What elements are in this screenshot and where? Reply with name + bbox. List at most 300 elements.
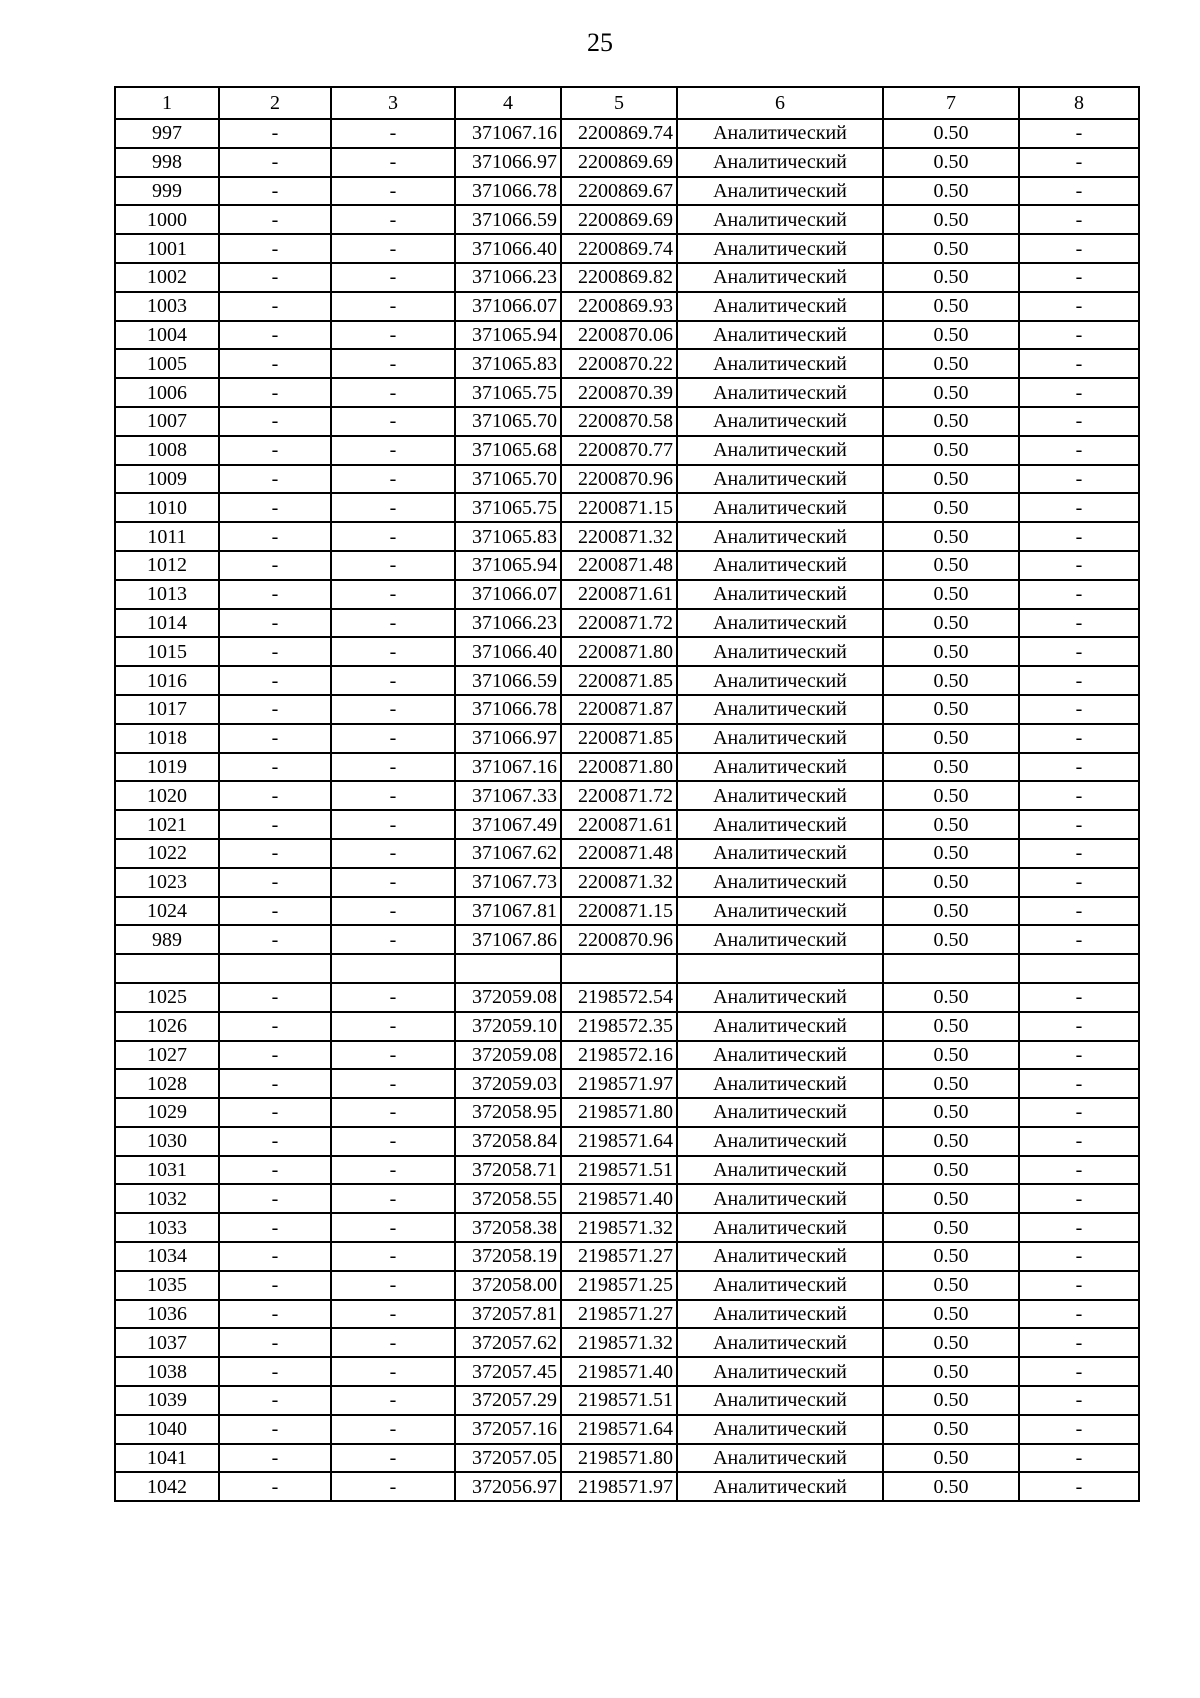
- cell-error-value: 0.50: [883, 1444, 1019, 1473]
- table-row: [115, 954, 1139, 983]
- cell-col-3: -: [331, 1184, 455, 1213]
- table-row: [115, 1242, 1139, 1271]
- cell-method: Аналитический: [677, 1415, 883, 1444]
- cell-col-2: -: [219, 349, 331, 378]
- cell-error-value: 0.50: [883, 810, 1019, 839]
- cell-col-8: -: [1019, 810, 1139, 839]
- cell-error-value: 0.50: [883, 234, 1019, 263]
- cell-error-value: 0.50: [883, 148, 1019, 177]
- cell-y-coordinate: 2198571.27: [561, 1242, 677, 1271]
- cell-col-2: -: [219, 522, 331, 551]
- cell-x-coordinate: [455, 954, 561, 983]
- table-row: [115, 753, 1139, 782]
- cell-x-coordinate: 371065.70: [455, 407, 561, 436]
- cell-y-coordinate: 2198572.54: [561, 983, 677, 1012]
- cell-point-number: 1028: [115, 1069, 219, 1098]
- cell-error-value: 0.50: [883, 177, 1019, 206]
- cell-point-number: 1001: [115, 234, 219, 263]
- table-row: [115, 205, 1139, 234]
- cell-point-number: 989: [115, 925, 219, 954]
- cell-method: Аналитический: [677, 493, 883, 522]
- cell-y-coordinate: 2200871.15: [561, 897, 677, 926]
- cell-x-coordinate: 371065.75: [455, 378, 561, 407]
- cell-col-2: -: [219, 1127, 331, 1156]
- cell-method: Аналитический: [677, 580, 883, 609]
- table-row: [115, 609, 1139, 638]
- cell-method: Аналитический: [677, 148, 883, 177]
- cell-col-2: -: [219, 1098, 331, 1127]
- cell-method: Аналитический: [677, 349, 883, 378]
- cell-x-coordinate: 372058.19: [455, 1242, 561, 1271]
- cell-x-coordinate: 371066.40: [455, 637, 561, 666]
- table-row: [115, 321, 1139, 350]
- cell-col-3: -: [331, 1242, 455, 1271]
- cell-col-3: -: [331, 551, 455, 580]
- cell-col-2: -: [219, 1184, 331, 1213]
- table-row: [115, 1012, 1139, 1041]
- cell-method: Аналитический: [677, 234, 883, 263]
- cell-point-number: 1040: [115, 1415, 219, 1444]
- cell-point-number: 1019: [115, 753, 219, 782]
- cell-point-number: 1003: [115, 292, 219, 321]
- cell-col-3: -: [331, 349, 455, 378]
- cell-y-coordinate: 2200869.69: [561, 205, 677, 234]
- cell-point-number: 997: [115, 119, 219, 148]
- cell-method: Аналитический: [677, 983, 883, 1012]
- cell-col-8: [1019, 954, 1139, 983]
- cell-x-coordinate: 371067.33: [455, 781, 561, 810]
- cell-col-2: -: [219, 609, 331, 638]
- cell-y-coordinate: 2198571.40: [561, 1357, 677, 1386]
- cell-col-8: -: [1019, 781, 1139, 810]
- cell-col-3: -: [331, 810, 455, 839]
- cell-error-value: [883, 954, 1019, 983]
- cell-method: Аналитический: [677, 897, 883, 926]
- cell-method: Аналитический: [677, 465, 883, 494]
- cell-col-3: -: [331, 1357, 455, 1386]
- cell-col-2: -: [219, 637, 331, 666]
- cell-col-8: -: [1019, 724, 1139, 753]
- cell-x-coordinate: 371066.97: [455, 148, 561, 177]
- cell-y-coordinate: 2200871.61: [561, 580, 677, 609]
- cell-col-2: -: [219, 1444, 331, 1473]
- cell-x-coordinate: 371067.62: [455, 839, 561, 868]
- cell-error-value: 0.50: [883, 1156, 1019, 1185]
- cell-point-number: 1000: [115, 205, 219, 234]
- cell-point-number: 1031: [115, 1156, 219, 1185]
- cell-method: Аналитический: [677, 1098, 883, 1127]
- cell-y-coordinate: 2198571.51: [561, 1156, 677, 1185]
- cell-error-value: 0.50: [883, 522, 1019, 551]
- cell-col-8: -: [1019, 205, 1139, 234]
- table-row: [115, 1213, 1139, 1242]
- cell-col-3: -: [331, 1415, 455, 1444]
- cell-y-coordinate: 2198571.97: [561, 1069, 677, 1098]
- cell-error-value: 0.50: [883, 1386, 1019, 1415]
- cell-error-value: 0.50: [883, 349, 1019, 378]
- cell-col-3: -: [331, 1069, 455, 1098]
- cell-col-2: -: [219, 1328, 331, 1357]
- cell-y-coordinate: 2198571.32: [561, 1213, 677, 1242]
- cell-col-8: -: [1019, 321, 1139, 350]
- cell-col-8: -: [1019, 839, 1139, 868]
- cell-x-coordinate: 371067.81: [455, 897, 561, 926]
- table-row: [115, 983, 1139, 1012]
- cell-method: Аналитический: [677, 1328, 883, 1357]
- cell-y-coordinate: 2200871.48: [561, 839, 677, 868]
- table-row: [115, 378, 1139, 407]
- cell-error-value: 0.50: [883, 897, 1019, 926]
- cell-point-number: 999: [115, 177, 219, 206]
- cell-y-coordinate: 2198572.35: [561, 1012, 677, 1041]
- cell-x-coordinate: 372056.97: [455, 1472, 561, 1501]
- cell-error-value: 0.50: [883, 436, 1019, 465]
- cell-x-coordinate: 372058.55: [455, 1184, 561, 1213]
- cell-col-2: -: [219, 724, 331, 753]
- cell-point-number: 1016: [115, 666, 219, 695]
- cell-col-2: -: [219, 753, 331, 782]
- cell-error-value: 0.50: [883, 925, 1019, 954]
- cell-col-8: -: [1019, 1242, 1139, 1271]
- cell-point-number: 1020: [115, 781, 219, 810]
- cell-col-2: -: [219, 465, 331, 494]
- cell-col-3: -: [331, 407, 455, 436]
- cell-point-number: 1002: [115, 263, 219, 292]
- cell-col-8: -: [1019, 637, 1139, 666]
- cell-x-coordinate: 371066.23: [455, 609, 561, 638]
- coordinates-table: [114, 86, 1140, 1502]
- cell-point-number: 1010: [115, 493, 219, 522]
- cell-method: Аналитический: [677, 1069, 883, 1098]
- column-header-6: 6: [677, 87, 883, 119]
- cell-method: Аналитический: [677, 407, 883, 436]
- cell-point-number: 1006: [115, 378, 219, 407]
- cell-point-number: 1037: [115, 1328, 219, 1357]
- cell-x-coordinate: 371065.83: [455, 349, 561, 378]
- cell-col-8: -: [1019, 522, 1139, 551]
- cell-x-coordinate: 371066.40: [455, 234, 561, 263]
- cell-error-value: 0.50: [883, 666, 1019, 695]
- cell-error-value: 0.50: [883, 1242, 1019, 1271]
- cell-col-2: -: [219, 1386, 331, 1415]
- cell-x-coordinate: 371066.59: [455, 205, 561, 234]
- cell-col-2: -: [219, 234, 331, 263]
- table-row: [115, 868, 1139, 897]
- cell-col-8: -: [1019, 1156, 1139, 1185]
- cell-col-2: -: [219, 1213, 331, 1242]
- cell-col-2: -: [219, 119, 331, 148]
- column-header-5: 5: [561, 87, 677, 119]
- cell-x-coordinate: 371067.16: [455, 119, 561, 148]
- cell-col-2: -: [219, 1271, 331, 1300]
- cell-x-coordinate: 372058.00: [455, 1271, 561, 1300]
- cell-y-coordinate: 2200870.58: [561, 407, 677, 436]
- table-row: [115, 465, 1139, 494]
- cell-method: Аналитический: [677, 695, 883, 724]
- cell-x-coordinate: 371067.86: [455, 925, 561, 954]
- table-row: [115, 1472, 1139, 1501]
- cell-col-8: -: [1019, 407, 1139, 436]
- cell-point-number: 1007: [115, 407, 219, 436]
- column-header-8: 8: [1019, 87, 1139, 119]
- cell-point-number: 1022: [115, 839, 219, 868]
- table-row: [115, 1127, 1139, 1156]
- cell-x-coordinate: 372057.62: [455, 1328, 561, 1357]
- cell-col-3: -: [331, 724, 455, 753]
- table-body: [115, 119, 1139, 1501]
- cell-col-2: -: [219, 868, 331, 897]
- cell-x-coordinate: 371066.78: [455, 695, 561, 724]
- cell-point-number: 1038: [115, 1357, 219, 1386]
- table-row: [115, 119, 1139, 148]
- cell-col-2: -: [219, 1415, 331, 1444]
- cell-col-3: -: [331, 1328, 455, 1357]
- cell-method: Аналитический: [677, 1386, 883, 1415]
- table-row: [115, 1156, 1139, 1185]
- cell-x-coordinate: 371066.59: [455, 666, 561, 695]
- cell-error-value: 0.50: [883, 465, 1019, 494]
- cell-y-coordinate: 2200869.69: [561, 148, 677, 177]
- cell-y-coordinate: 2200870.96: [561, 925, 677, 954]
- cell-point-number: 1009: [115, 465, 219, 494]
- cell-x-coordinate: 372059.08: [455, 1041, 561, 1070]
- cell-method: Аналитический: [677, 1012, 883, 1041]
- cell-col-8: -: [1019, 753, 1139, 782]
- cell-y-coordinate: 2198571.80: [561, 1098, 677, 1127]
- cell-col-2: -: [219, 551, 331, 580]
- cell-x-coordinate: 372058.38: [455, 1213, 561, 1242]
- cell-method: Аналитический: [677, 1357, 883, 1386]
- cell-error-value: 0.50: [883, 1012, 1019, 1041]
- cell-col-3: -: [331, 1041, 455, 1070]
- cell-y-coordinate: 2200871.15: [561, 493, 677, 522]
- cell-col-8: -: [1019, 1357, 1139, 1386]
- table-row: [115, 551, 1139, 580]
- cell-col-2: -: [219, 666, 331, 695]
- cell-method: Аналитический: [677, 925, 883, 954]
- cell-y-coordinate: 2200870.77: [561, 436, 677, 465]
- cell-point-number: 1004: [115, 321, 219, 350]
- cell-col-8: -: [1019, 436, 1139, 465]
- cell-error-value: 0.50: [883, 609, 1019, 638]
- cell-col-8: -: [1019, 868, 1139, 897]
- cell-error-value: 0.50: [883, 724, 1019, 753]
- cell-error-value: 0.50: [883, 1041, 1019, 1070]
- cell-point-number: 1029: [115, 1098, 219, 1127]
- column-header-1: 1: [115, 87, 219, 119]
- cell-x-coordinate: 371066.97: [455, 724, 561, 753]
- cell-col-3: -: [331, 493, 455, 522]
- cell-col-8: -: [1019, 695, 1139, 724]
- cell-error-value: 0.50: [883, 580, 1019, 609]
- cell-error-value: 0.50: [883, 1300, 1019, 1329]
- cell-x-coordinate: 372057.81: [455, 1300, 561, 1329]
- table-row: [115, 1184, 1139, 1213]
- cell-col-3: -: [331, 436, 455, 465]
- cell-y-coordinate: 2200871.80: [561, 637, 677, 666]
- cell-method: Аналитический: [677, 1300, 883, 1329]
- table-row: [115, 263, 1139, 292]
- cell-x-coordinate: 371067.16: [455, 753, 561, 782]
- cell-col-8: -: [1019, 177, 1139, 206]
- cell-x-coordinate: 371065.83: [455, 522, 561, 551]
- cell-col-8: -: [1019, 1127, 1139, 1156]
- cell-error-value: 0.50: [883, 839, 1019, 868]
- cell-error-value: 0.50: [883, 493, 1019, 522]
- cell-col-3: -: [331, 234, 455, 263]
- cell-col-3: -: [331, 897, 455, 926]
- cell-col-2: -: [219, 810, 331, 839]
- cell-col-3: -: [331, 753, 455, 782]
- cell-error-value: 0.50: [883, 407, 1019, 436]
- cell-y-coordinate: 2200870.96: [561, 465, 677, 494]
- cell-col-3: -: [331, 1386, 455, 1415]
- cell-col-8: -: [1019, 983, 1139, 1012]
- cell-error-value: 0.50: [883, 1184, 1019, 1213]
- cell-error-value: 0.50: [883, 263, 1019, 292]
- cell-col-2: -: [219, 781, 331, 810]
- cell-y-coordinate: 2200871.61: [561, 810, 677, 839]
- table-row: [115, 1098, 1139, 1127]
- table-row: [115, 1041, 1139, 1070]
- cell-col-3: -: [331, 983, 455, 1012]
- table-row: [115, 436, 1139, 465]
- table-row: [115, 1069, 1139, 1098]
- cell-col-3: -: [331, 465, 455, 494]
- cell-col-8: -: [1019, 1472, 1139, 1501]
- cell-point-number: 1005: [115, 349, 219, 378]
- cell-col-8: -: [1019, 119, 1139, 148]
- cell-x-coordinate: 371067.49: [455, 810, 561, 839]
- cell-y-coordinate: 2198572.16: [561, 1041, 677, 1070]
- cell-x-coordinate: 372059.08: [455, 983, 561, 1012]
- table-row: [115, 580, 1139, 609]
- cell-error-value: 0.50: [883, 1127, 1019, 1156]
- cell-col-2: [219, 954, 331, 983]
- cell-x-coordinate: 371065.68: [455, 436, 561, 465]
- cell-col-3: -: [331, 781, 455, 810]
- cell-col-3: -: [331, 1472, 455, 1501]
- cell-x-coordinate: 372058.95: [455, 1098, 561, 1127]
- cell-error-value: 0.50: [883, 753, 1019, 782]
- cell-error-value: 0.50: [883, 292, 1019, 321]
- cell-method: Аналитический: [677, 1472, 883, 1501]
- cell-error-value: 0.50: [883, 1328, 1019, 1357]
- cell-col-8: -: [1019, 925, 1139, 954]
- cell-col-3: -: [331, 1127, 455, 1156]
- cell-col-3: -: [331, 148, 455, 177]
- cell-method: Аналитический: [677, 1156, 883, 1185]
- table-row: [115, 292, 1139, 321]
- cell-col-3: -: [331, 378, 455, 407]
- cell-point-number: 998: [115, 148, 219, 177]
- cell-x-coordinate: 372057.05: [455, 1444, 561, 1473]
- table-row: [115, 1357, 1139, 1386]
- cell-col-2: -: [219, 1242, 331, 1271]
- cell-col-3: -: [331, 1271, 455, 1300]
- cell-point-number: 1030: [115, 1127, 219, 1156]
- table-row: [115, 695, 1139, 724]
- cell-col-3: -: [331, 205, 455, 234]
- cell-y-coordinate: 2198571.64: [561, 1127, 677, 1156]
- cell-col-2: -: [219, 407, 331, 436]
- cell-y-coordinate: 2198571.51: [561, 1386, 677, 1415]
- cell-col-8: -: [1019, 1386, 1139, 1415]
- cell-col-8: -: [1019, 580, 1139, 609]
- cell-col-8: -: [1019, 1300, 1139, 1329]
- cell-error-value: 0.50: [883, 378, 1019, 407]
- cell-col-8: -: [1019, 1184, 1139, 1213]
- cell-point-number: 1026: [115, 1012, 219, 1041]
- table-row: [115, 897, 1139, 926]
- cell-y-coordinate: 2200871.85: [561, 666, 677, 695]
- cell-method: Аналитический: [677, 263, 883, 292]
- cell-error-value: 0.50: [883, 1357, 1019, 1386]
- table-row: [115, 724, 1139, 753]
- cell-col-8: -: [1019, 292, 1139, 321]
- cell-method: Аналитический: [677, 868, 883, 897]
- cell-col-2: -: [219, 897, 331, 926]
- cell-point-number: 1034: [115, 1242, 219, 1271]
- cell-col-2: -: [219, 205, 331, 234]
- cell-col-2: -: [219, 925, 331, 954]
- cell-col-8: -: [1019, 465, 1139, 494]
- cell-col-2: -: [219, 1012, 331, 1041]
- cell-col-8: -: [1019, 609, 1139, 638]
- table-row: [115, 666, 1139, 695]
- column-header-3: 3: [331, 87, 455, 119]
- cell-method: Аналитический: [677, 1213, 883, 1242]
- cell-method: Аналитический: [677, 119, 883, 148]
- cell-y-coordinate: 2200871.48: [561, 551, 677, 580]
- cell-col-8: -: [1019, 1069, 1139, 1098]
- cell-x-coordinate: 372057.45: [455, 1357, 561, 1386]
- table-row: [115, 781, 1139, 810]
- cell-y-coordinate: 2200871.32: [561, 868, 677, 897]
- cell-point-number: 1018: [115, 724, 219, 753]
- table-row: [115, 493, 1139, 522]
- cell-x-coordinate: 371066.07: [455, 292, 561, 321]
- cell-col-2: -: [219, 1300, 331, 1329]
- table-row: [115, 148, 1139, 177]
- cell-x-coordinate: 372058.71: [455, 1156, 561, 1185]
- cell-x-coordinate: 371066.07: [455, 580, 561, 609]
- cell-col-2: -: [219, 292, 331, 321]
- cell-col-3: -: [331, 637, 455, 666]
- cell-method: Аналитический: [677, 1041, 883, 1070]
- cell-method: Аналитический: [677, 637, 883, 666]
- cell-method: Аналитический: [677, 1127, 883, 1156]
- cell-y-coordinate: 2198571.40: [561, 1184, 677, 1213]
- cell-method: Аналитический: [677, 781, 883, 810]
- cell-col-3: -: [331, 1012, 455, 1041]
- column-header-7: 7: [883, 87, 1019, 119]
- cell-point-number: 1008: [115, 436, 219, 465]
- cell-method: Аналитический: [677, 177, 883, 206]
- table-row: [115, 407, 1139, 436]
- cell-col-2: -: [219, 839, 331, 868]
- cell-method: Аналитический: [677, 609, 883, 638]
- table-row: [115, 810, 1139, 839]
- cell-x-coordinate: 371065.75: [455, 493, 561, 522]
- table-row: [115, 925, 1139, 954]
- cell-method: Аналитический: [677, 724, 883, 753]
- cell-col-3: -: [331, 925, 455, 954]
- cell-col-2: -: [219, 1357, 331, 1386]
- table-row: [115, 1271, 1139, 1300]
- cell-y-coordinate: [561, 954, 677, 983]
- cell-x-coordinate: 371066.78: [455, 177, 561, 206]
